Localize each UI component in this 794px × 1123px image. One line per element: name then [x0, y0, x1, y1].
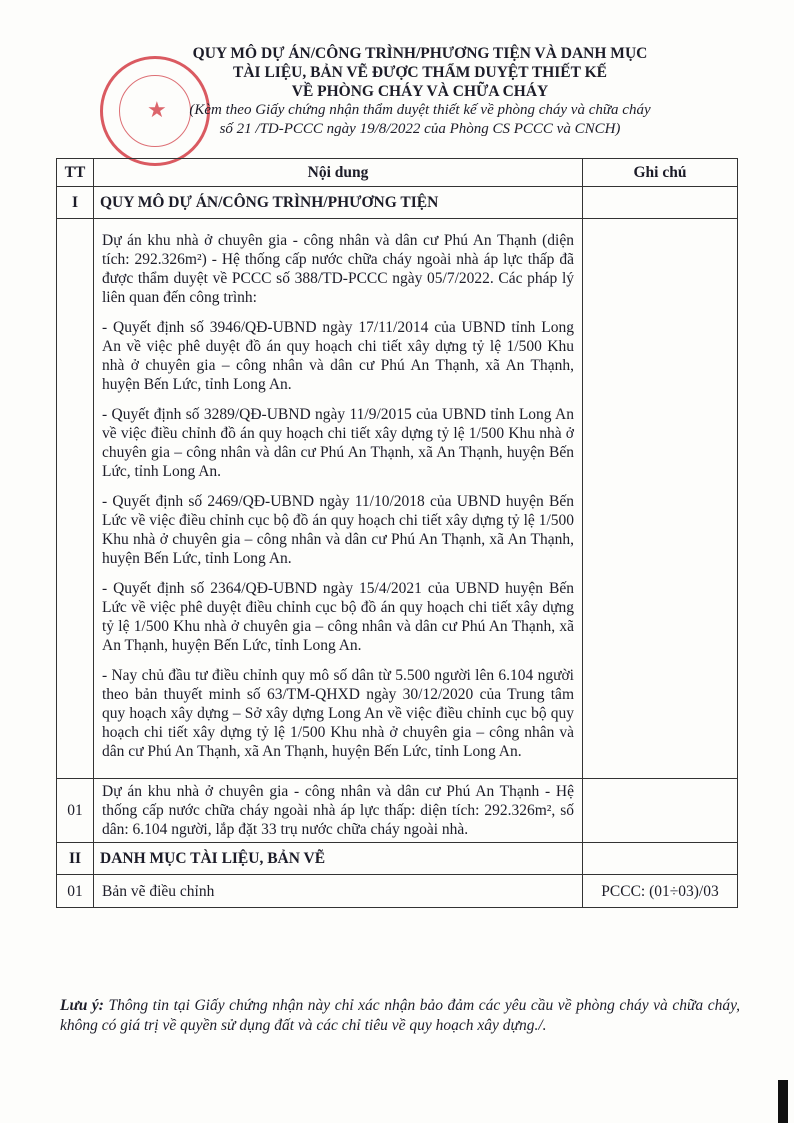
footnote [60, 996, 740, 1036]
row-content: Dự án khu nhà ở chuyên gia - công nhân và dân cư Phú An Thạnh - Hệ thống cấp nước chữa cháy ngoài nhà áp lực thấp: diện tích: 292.326m², số dân: 6.104 người, lắp đặt 33 trụ nước chữa cháy ngoài nhà. [94, 779, 583, 843]
document-header [60, 44, 780, 139]
paragraph: - Quyết định số 3289/QĐ-UBND ngày 11/9/2015 của UBND tỉnh Long An về việc điều chỉnh đồ án quy hoạch chi tiết xây dựng tỷ lệ 1/500 Khu nhà ở chuyên gia – công nhân và dân cư Phú An Thạnh, xã An Thạnh, huyện Bến Lức, tỉnh Long An. [102, 406, 574, 480]
paragraph: - Quyết định số 3946/QĐ-UBND ngày 17/11/2014 của UBND tỉnh Long An về việc phê duyệt đồ án quy hoạch chi tiết xây dựng tỷ lệ 1/500 Khu nhà ở chuyên gia – công nhân và dân cư Phú An Thạnh, xã An Thạnh, huyện Bến Lức, tỉnh Long An. [102, 319, 574, 393]
scan-edge-mark [778, 1080, 788, 1123]
table-row [57, 779, 738, 843]
section-title: QUY MÔ DỰ ÁN/CÔNG TRÌNH/PHƯƠNG TIỆN [94, 187, 583, 219]
subtitle-line-1: (Kèm theo Giấy chứng nhận thẩm duyệt thiết kế về phòng cháy và chữa cháy [189, 102, 651, 118]
paragraph: - Nay chủ đầu tư điều chỉnh quy mô số dân từ 5.500 người lên 6.104 người theo bản thuyết minh số 63/TM-QHXD ngày 30/12/2020 của Trung tâm quy hoạch xây dựng – Sở xây dựng Long An về việc điều chỉnh cục bộ quy hoạch chi tiết xây dựng tỷ lệ 1/500 Khu nhà ở chuyên gia – công nhân và dân cư Phú An Thạnh, xã An Thạnh, huyện Bến Lức, tỉnh Long An. [102, 667, 574, 760]
header-content: Nội dung [94, 159, 583, 187]
title-line-2: TÀI LIỆU, BẢN VẼ ĐƯỢC THẨM DUYỆT THIẾT KẾ [233, 64, 607, 81]
section-row [57, 843, 738, 875]
title-line-3: VỀ PHÒNG CHÁY VÀ CHỮA CHÁY [291, 83, 549, 100]
row-number [57, 219, 94, 779]
section-row [57, 187, 738, 219]
row-note [583, 779, 738, 843]
row-number: 01 [57, 779, 94, 843]
row-number: 01 [57, 875, 94, 908]
table-row [57, 875, 738, 908]
section-note [583, 187, 738, 219]
row-note [583, 219, 738, 779]
header-tt: TT [57, 159, 94, 187]
section-number: II [57, 843, 94, 875]
legal-basis-cell [94, 219, 583, 779]
star-icon: ★ [147, 97, 167, 122]
footnote-label: Lưu ý: [60, 997, 104, 1014]
footnote-text: Thông tin tại Giấy chứng nhận này chỉ xác nhận bảo đảm các yêu cầu về phòng cháy và chữa cháy, không có giá trị về quyền sử dụng đất và các chỉ tiêu về quy hoạch xây dựng./. [60, 997, 740, 1034]
section-title: DANH MỤC TÀI LIỆU, BẢN VẼ [94, 843, 583, 875]
section-number: I [57, 187, 94, 219]
paragraph: - Quyết định số 2364/QĐ-UBND ngày 15/4/2021 của UBND huyện Bến Lức về việc phê duyệt điều chỉnh cục bộ đồ án quy hoạch chi tiết xây dựng tỷ lệ 1/500 Khu nhà ở chuyên gia – công nhân và dân cư Phú An Thạnh, xã An Thạnh, huyện Bến Lức, tỉnh Long An. [102, 580, 574, 654]
paragraph: Dự án khu nhà ở chuyên gia - công nhân và dân cư Phú An Thạnh (diện tích: 292.326m²) - Hệ thống cấp nước chữa cháy ngoài nhà áp lực thấp đã được thẩm duyệt về PCCC số 388/TD-PCCC ngày 05/7/2022. Các pháp lý liên quan đến công trình: [102, 232, 574, 306]
row-content: Bản vẽ điều chỉnh [94, 875, 583, 908]
row-note: PCCC: (01÷03)/03 [583, 875, 738, 908]
table-row [57, 219, 738, 779]
content-table [56, 158, 738, 908]
section-note [583, 843, 738, 875]
title-line-1: QUY MÔ DỰ ÁN/CÔNG TRÌNH/PHƯƠNG TIỆN VÀ DANH MỤC [192, 45, 648, 62]
table-header-row [57, 159, 738, 187]
header-note: Ghi chú [583, 159, 738, 187]
subtitle-line-2: số 21 /TD-PCCC ngày 19/8/2022 của Phòng CS PCCC và CNCH) [219, 121, 621, 137]
paragraph: - Quyết định số 2469/QĐ-UBND ngày 11/10/2018 của UBND huyện Bến Lức về việc điều chỉnh cục bộ đồ án quy hoạch chi tiết xây dựng tỷ lệ 1/500 Khu nhà ở chuyên gia – công nhân và dân cư Phú An Thạnh, xã An Thạnh, huyện Bến Lức, tỉnh Long An. [102, 493, 574, 567]
